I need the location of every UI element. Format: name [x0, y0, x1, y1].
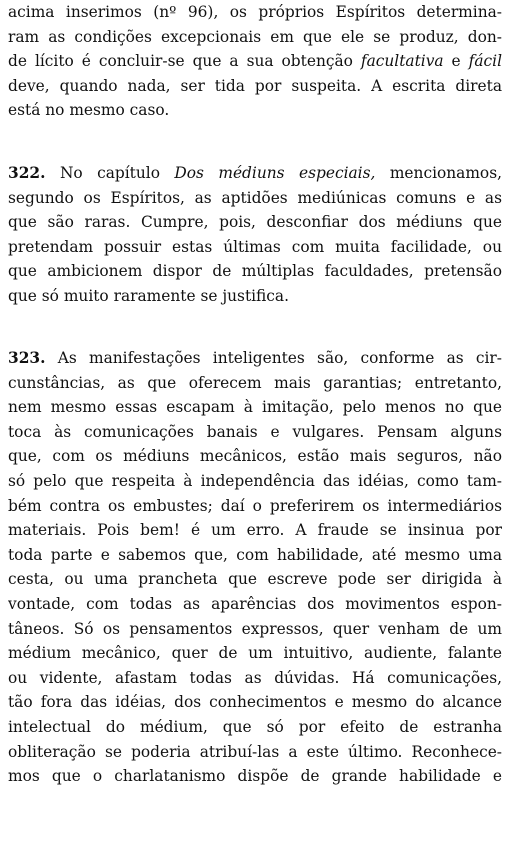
italic-text: Dos médiuns especiais,: [174, 164, 376, 182]
text-line: [8, 444, 502, 468]
text-segment: toda parte e sabemos que, com habilidade, até mesmo uma: [8, 545, 502, 564]
text-segment: e: [443, 52, 469, 71]
text-segment: que, com os médiuns mecânicos, estão mais seguros, não: [8, 447, 502, 466]
text-segment: As manifestações inteligentes são, conforme as cir-: [45, 349, 502, 367]
text-line: [8, 469, 502, 493]
text-segment: pretendam possuir estas últimas com muita facilidade, ou: [8, 237, 502, 256]
text-segment: ou vidente, afastam todas as dúvidas. Há comunicações,: [8, 668, 502, 687]
italic-text: facultativa: [360, 52, 444, 71]
text-line: [8, 186, 502, 210]
text-segment: que são raras. Cumpre, pois, desconfiar dos médiuns que: [8, 213, 502, 232]
text-segment: está no mesmo caso.: [8, 101, 170, 120]
text-line: [8, 210, 502, 234]
text-segment: de lícito é concluir-se que a sua obtenção: [8, 52, 361, 71]
text-line: [8, 641, 502, 665]
text-segment: cesta, ou uma prancheta que escreve pode ser dirigida à: [8, 570, 502, 589]
text-segment: cunstâncias, as que oferecem mais garantias; entretanto,: [8, 373, 502, 392]
text-segment: obliteração se poderia atribuí-las a este último. Reconhece-: [8, 742, 502, 761]
text-line: [8, 740, 502, 764]
text-segment: segundo os Espíritos, as aptidões mediúnicas comuns e as: [8, 188, 502, 207]
text-segment: só pelo que respeita à independência das idéias, como tam-: [8, 472, 502, 490]
text-segment: ram as condições excepcionais em que ele se produz, don-: [8, 27, 502, 46]
text-segment: mos que o charlatanismo dispõe de grande habilidade e: [8, 767, 502, 786]
text-line: [8, 395, 502, 419]
text-line: [8, 161, 502, 185]
text-segment: tâneos. Só os pensamentos expressos, quer venham de um: [8, 619, 502, 638]
text-line: [8, 235, 502, 259]
text-segment: acima inserimos (nº 96), os próprios Espíritos determina-: [8, 3, 502, 21]
text-line: [8, 74, 502, 98]
text-line: [8, 346, 502, 370]
text-line: [8, 49, 502, 73]
text-line: [8, 715, 502, 739]
text-segment: No capítulo: [45, 164, 175, 182]
text-line: [8, 25, 502, 49]
text-line: [8, 259, 502, 283]
text-segment: intelectual do médium, que só por efeito de estranha: [8, 718, 502, 736]
italic-text: fácil: [468, 52, 502, 71]
text-line: [8, 567, 502, 591]
paragraph-number: 322.: [8, 164, 46, 182]
text-line: [8, 518, 502, 542]
text-segment: mencionamos,: [375, 164, 502, 182]
text-segment: deve, quando nada, ser tida por suspeita. A escrita direta: [8, 76, 502, 95]
text-line: [8, 284, 502, 308]
text-line: [8, 420, 502, 444]
text-line: [8, 494, 502, 518]
text-segment: tão fora das idéias, dos conhecimentos e mesmo do alcance: [8, 693, 502, 712]
text-line: [8, 764, 502, 788]
text-line: [8, 592, 502, 616]
text-line: [8, 690, 502, 714]
text-line: [8, 98, 502, 122]
text-segment: que só muito raramente se justifica.: [8, 287, 289, 305]
text-segment: vontade, com todas as aparências dos movimentos espon-: [8, 595, 502, 613]
paragraph-number: 323.: [8, 349, 46, 367]
text-line: [8, 617, 502, 641]
text-line: [8, 666, 502, 690]
text-line: [8, 371, 502, 395]
text-line: [8, 0, 502, 24]
text-segment: toca às comunicações banais e vulgares. Pensam alguns: [8, 422, 502, 441]
text-segment: médium mecânico, quer de um intuitivo, audiente, falante: [8, 644, 502, 663]
text-segment: que ambicionem dispor de múltiplas faculdades, pretensão: [8, 262, 502, 281]
text-segment: bém contra os embustes; daí o preferirem os intermediários: [8, 496, 502, 515]
text-segment: materiais. Pois bem! é um erro. A fraude se insinua por: [8, 521, 502, 540]
text-segment: nem mesmo essas escapam à imitação, pelo menos no que: [8, 398, 502, 417]
text-line: [8, 543, 502, 567]
